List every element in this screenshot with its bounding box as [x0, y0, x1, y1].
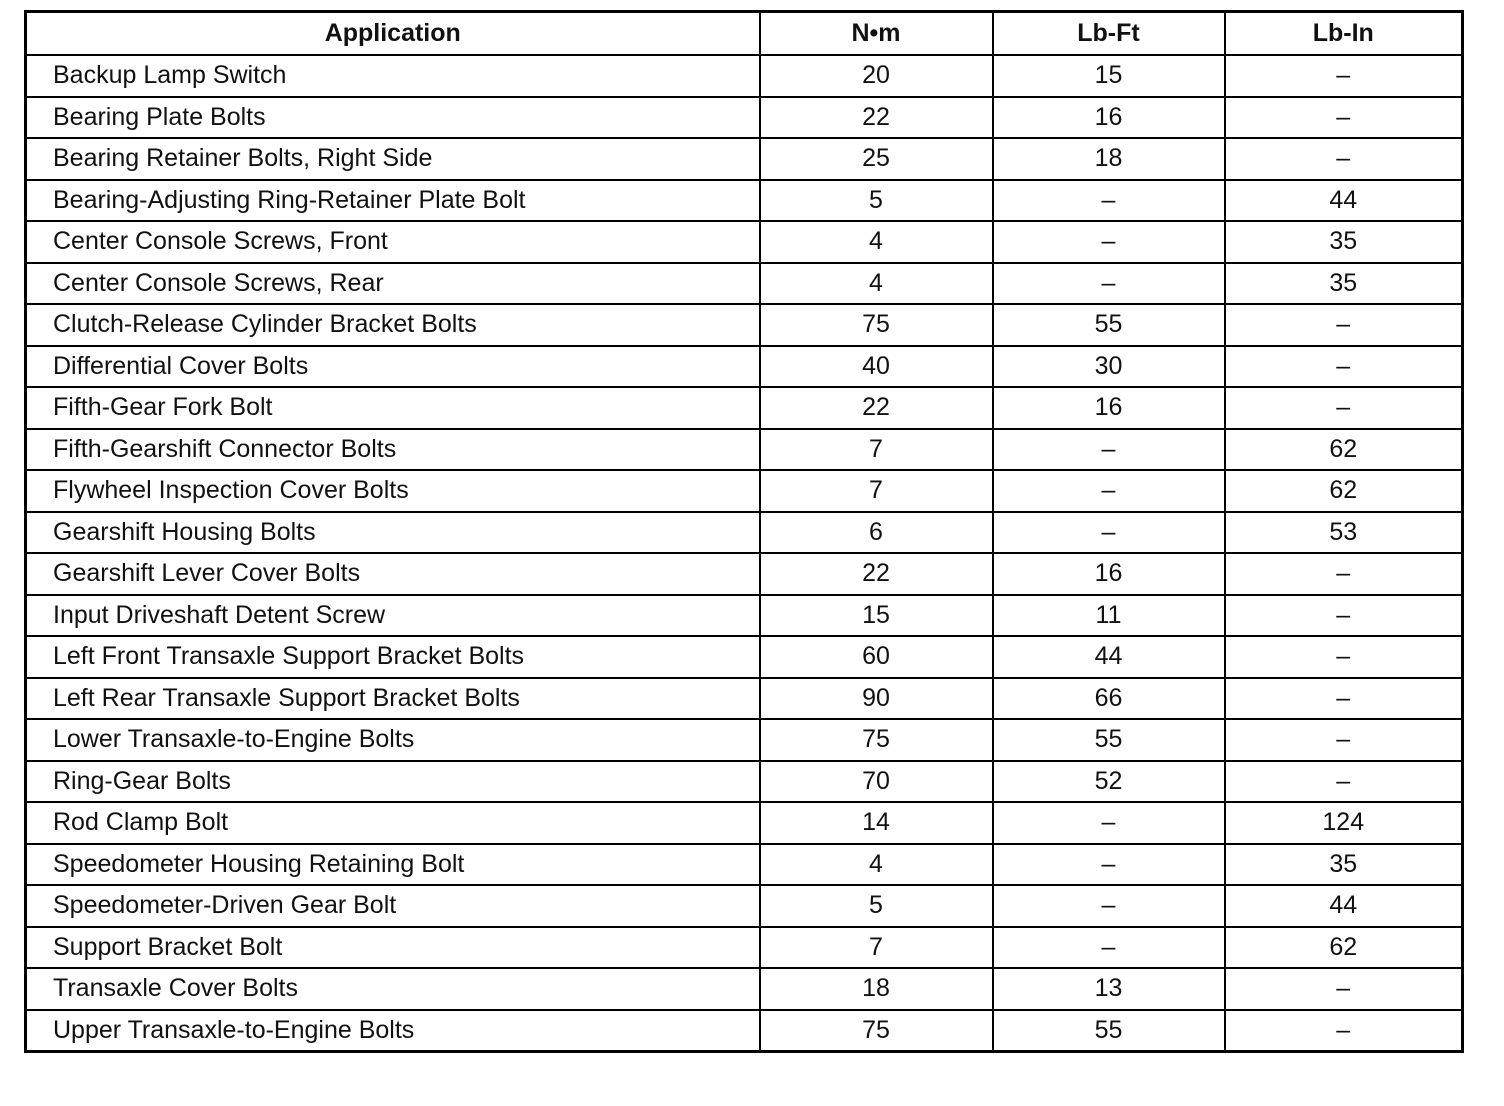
cell-newton-meters: 22 [760, 97, 993, 139]
cell-pound-inches: – [1225, 304, 1463, 346]
cell-pound-inches: – [1225, 678, 1463, 720]
cell-pound-inches: – [1225, 636, 1463, 678]
cell-application: Support Bracket Bolt [26, 927, 760, 969]
cell-pound-inches: – [1225, 553, 1463, 595]
cell-newton-meters: 75 [760, 719, 993, 761]
table-row [26, 927, 1463, 969]
table-row [26, 180, 1463, 222]
cell-pound-feet: – [993, 263, 1225, 305]
cell-pound-feet: – [993, 512, 1225, 554]
cell-application: Bearing Plate Bolts [26, 97, 760, 139]
cell-newton-meters: 90 [760, 678, 993, 720]
cell-newton-meters: 75 [760, 304, 993, 346]
table-row [26, 885, 1463, 927]
cell-pound-inches: 62 [1225, 470, 1463, 512]
cell-application: Clutch-Release Cylinder Bracket Bolts [26, 304, 760, 346]
cell-pound-feet: 16 [993, 387, 1225, 429]
cell-pound-feet: 44 [993, 636, 1225, 678]
cell-pound-inches: – [1225, 346, 1463, 388]
table-row [26, 346, 1463, 388]
table-row [26, 429, 1463, 471]
table-row [26, 595, 1463, 637]
cell-application: Speedometer Housing Retaining Bolt [26, 844, 760, 886]
cell-pound-inches: 124 [1225, 802, 1463, 844]
cell-pound-feet: 55 [993, 304, 1225, 346]
cell-newton-meters: 4 [760, 221, 993, 263]
table-header-row [26, 12, 1463, 56]
cell-pound-inches: 62 [1225, 927, 1463, 969]
cell-pound-inches: – [1225, 968, 1463, 1010]
cell-pound-feet: – [993, 844, 1225, 886]
cell-application: Gearshift Housing Bolts [26, 512, 760, 554]
cell-pound-inches: – [1225, 55, 1463, 97]
cell-application: Fifth-Gearshift Connector Bolts [26, 429, 760, 471]
cell-newton-meters: 14 [760, 802, 993, 844]
table-row [26, 553, 1463, 595]
table-row [26, 55, 1463, 97]
table-row [26, 761, 1463, 803]
table-body [26, 55, 1463, 1052]
cell-application: Speedometer-Driven Gear Bolt [26, 885, 760, 927]
cell-pound-feet: – [993, 429, 1225, 471]
cell-newton-meters: 22 [760, 387, 993, 429]
cell-pound-feet: – [993, 180, 1225, 222]
cell-pound-inches: 35 [1225, 844, 1463, 886]
cell-pound-feet: – [993, 802, 1225, 844]
column-header-pound-feet: Lb-Ft [993, 12, 1225, 56]
table-row [26, 138, 1463, 180]
cell-newton-meters: 20 [760, 55, 993, 97]
cell-pound-feet: – [993, 885, 1225, 927]
cell-pound-feet: – [993, 927, 1225, 969]
cell-pound-feet: 16 [993, 553, 1225, 595]
table-row [26, 387, 1463, 429]
table-row [26, 802, 1463, 844]
cell-pound-inches: 35 [1225, 221, 1463, 263]
cell-newton-meters: 75 [760, 1010, 993, 1052]
column-header-newton-meters: N•m [760, 12, 993, 56]
table-row [26, 719, 1463, 761]
cell-pound-inches: 35 [1225, 263, 1463, 305]
cell-application: Input Driveshaft Detent Screw [26, 595, 760, 637]
cell-pound-feet: 18 [993, 138, 1225, 180]
cell-newton-meters: 4 [760, 263, 993, 305]
cell-pound-inches: 44 [1225, 885, 1463, 927]
cell-application: Lower Transaxle-to-Engine Bolts [26, 719, 760, 761]
cell-application: Rod Clamp Bolt [26, 802, 760, 844]
cell-application: Left Rear Transaxle Support Bracket Bolts [26, 678, 760, 720]
cell-application: Fifth-Gear Fork Bolt [26, 387, 760, 429]
cell-newton-meters: 6 [760, 512, 993, 554]
cell-pound-inches: – [1225, 1010, 1463, 1052]
cell-pound-inches: 44 [1225, 180, 1463, 222]
table-row [26, 221, 1463, 263]
cell-pound-feet: 66 [993, 678, 1225, 720]
cell-pound-feet: 52 [993, 761, 1225, 803]
column-header-application: Application [26, 12, 760, 56]
cell-pound-feet: 55 [993, 1010, 1225, 1052]
cell-pound-inches: – [1225, 138, 1463, 180]
cell-pound-feet: 11 [993, 595, 1225, 637]
table-row [26, 636, 1463, 678]
cell-newton-meters: 15 [760, 595, 993, 637]
cell-pound-feet: – [993, 470, 1225, 512]
table-row [26, 1010, 1463, 1052]
cell-application: Center Console Screws, Rear [26, 263, 760, 305]
table-row [26, 844, 1463, 886]
cell-newton-meters: 5 [760, 180, 993, 222]
cell-pound-feet: – [993, 221, 1225, 263]
cell-application: Differential Cover Bolts [26, 346, 760, 388]
table-row [26, 304, 1463, 346]
cell-pound-inches: 62 [1225, 429, 1463, 471]
cell-application: Ring-Gear Bolts [26, 761, 760, 803]
table-row [26, 470, 1463, 512]
cell-pound-inches: – [1225, 761, 1463, 803]
cell-pound-inches: – [1225, 719, 1463, 761]
cell-application: Upper Transaxle-to-Engine Bolts [26, 1010, 760, 1052]
cell-application: Left Front Transaxle Support Bracket Bolts [26, 636, 760, 678]
cell-pound-inches: – [1225, 387, 1463, 429]
column-header-pound-inches: Lb-In [1225, 12, 1463, 56]
cell-pound-feet: 30 [993, 346, 1225, 388]
cell-newton-meters: 7 [760, 470, 993, 512]
cell-newton-meters: 40 [760, 346, 993, 388]
cell-pound-feet: 55 [993, 719, 1225, 761]
cell-newton-meters: 4 [760, 844, 993, 886]
cell-pound-inches: 53 [1225, 512, 1463, 554]
table-row [26, 512, 1463, 554]
cell-application: Bearing-Adjusting Ring-Retainer Plate Bolt [26, 180, 760, 222]
table-row [26, 97, 1463, 139]
table-row [26, 263, 1463, 305]
cell-newton-meters: 7 [760, 927, 993, 969]
cell-application: Backup Lamp Switch [26, 55, 760, 97]
cell-application: Bearing Retainer Bolts, Right Side [26, 138, 760, 180]
cell-pound-feet: 15 [993, 55, 1225, 97]
table-row [26, 678, 1463, 720]
fastener-torque-table [24, 10, 1464, 1053]
cell-pound-inches: – [1225, 595, 1463, 637]
cell-pound-feet: 16 [993, 97, 1225, 139]
cell-newton-meters: 22 [760, 553, 993, 595]
cell-pound-inches: – [1225, 97, 1463, 139]
cell-newton-meters: 5 [760, 885, 993, 927]
cell-application: Flywheel Inspection Cover Bolts [26, 470, 760, 512]
cell-pound-feet: 13 [993, 968, 1225, 1010]
cell-application: Transaxle Cover Bolts [26, 968, 760, 1010]
cell-application: Center Console Screws, Front [26, 221, 760, 263]
cell-newton-meters: 7 [760, 429, 993, 471]
table-row [26, 968, 1463, 1010]
cell-application: Gearshift Lever Cover Bolts [26, 553, 760, 595]
cell-newton-meters: 18 [760, 968, 993, 1010]
cell-newton-meters: 60 [760, 636, 993, 678]
cell-newton-meters: 70 [760, 761, 993, 803]
cell-newton-meters: 25 [760, 138, 993, 180]
